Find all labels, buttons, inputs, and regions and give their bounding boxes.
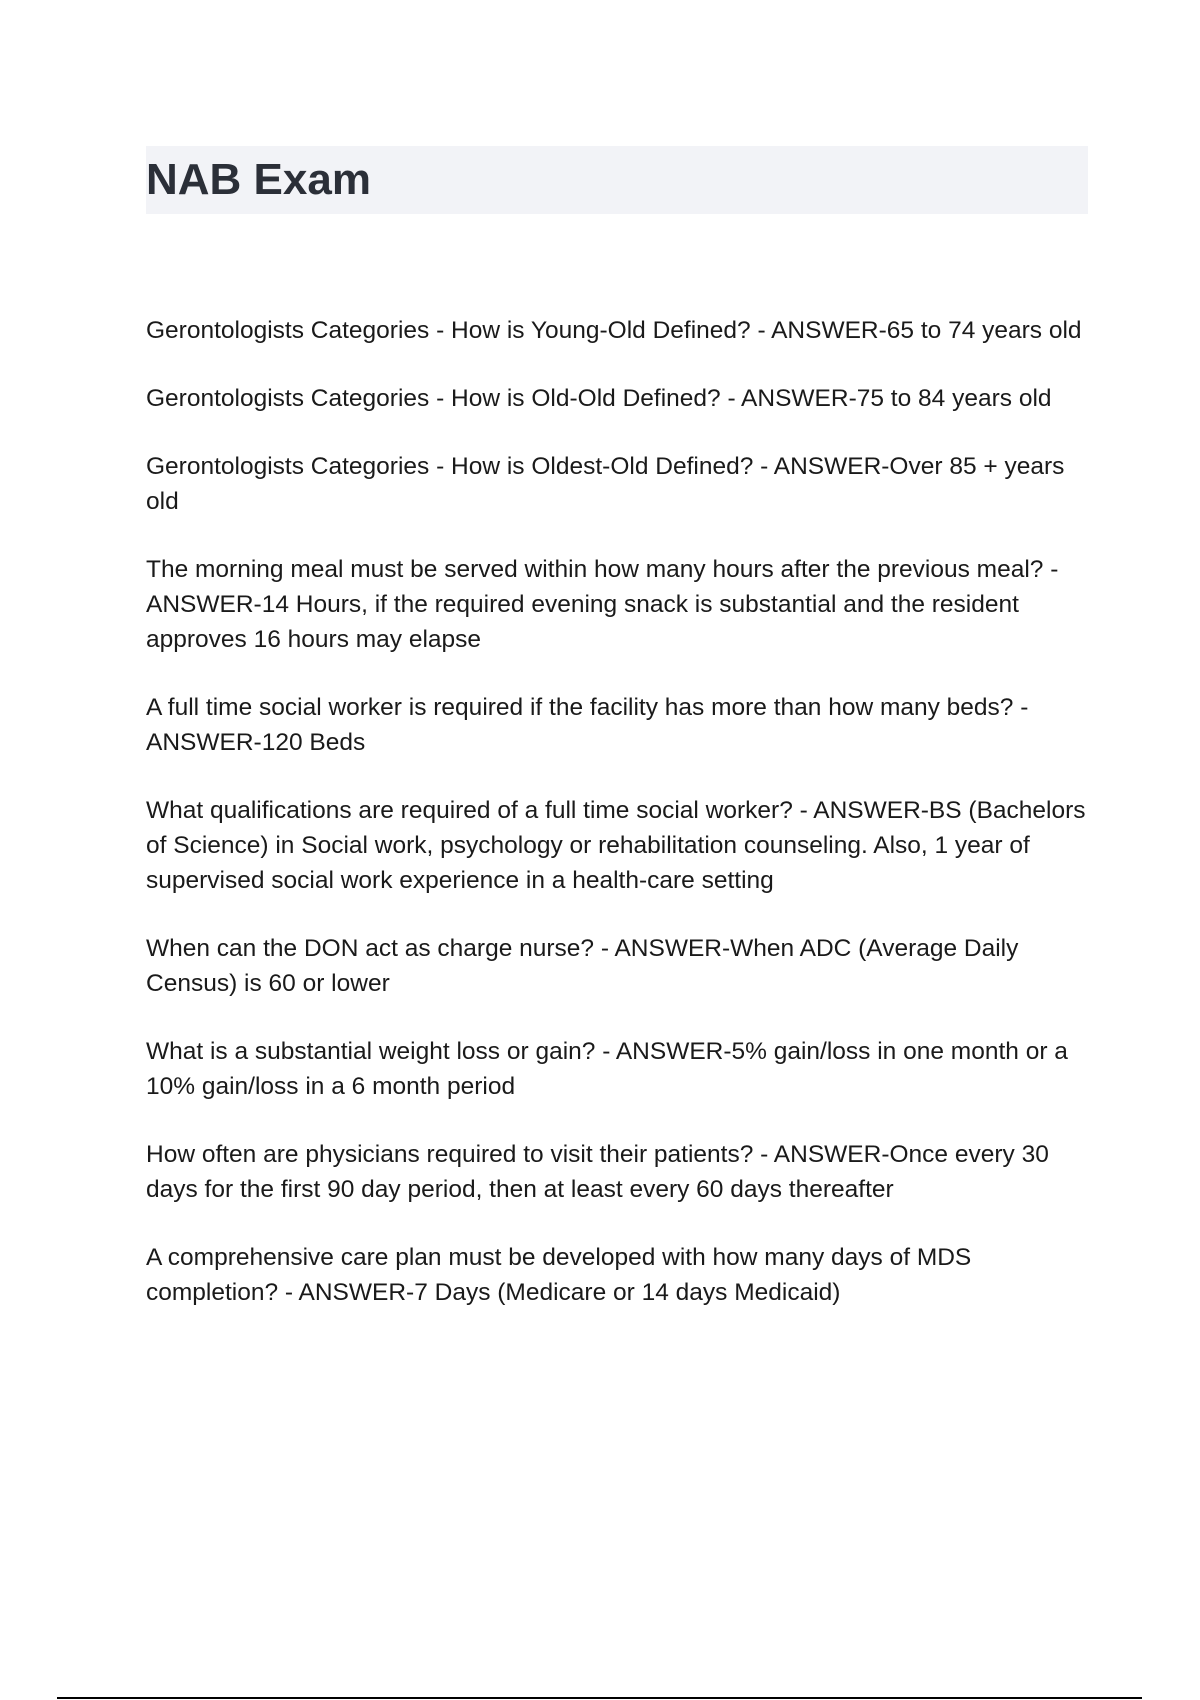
qa-item: Gerontologists Categories - How is Old-Old Defined? - ANSWER-75 to 84 years old xyxy=(146,385,1052,412)
qa-item: Gerontologists Categories - How is Oldest-Old Defined? - ANSWER-Over 85 + years old xyxy=(146,453,1065,515)
qa-item: Gerontologists Categories - How is Young-Old Defined? - ANSWER-65 to 74 years old xyxy=(146,317,1082,344)
qa-item: The morning meal must be served within how many hours after the previous meal? - ANSWER-14 Hours, if the required evening snack is substantial and the resident approves 16 hours may elapse xyxy=(146,556,1059,653)
page-title: NAB Exam xyxy=(146,155,371,204)
qa-item: What is a substantial weight loss or gain? - ANSWER-5% gain/loss in one month or a 10% gain/loss in a 6 month period xyxy=(146,1038,1068,1100)
qa-item: A full time social worker is required if the facility has more than how many beds? - ANSWER-120 Beds xyxy=(146,694,1029,756)
qa-item: A comprehensive care plan must be developed with how many days of MDS completion? - ANSWER-7 Days (Medicare or 14 days Medicaid) xyxy=(146,1244,972,1306)
footer-divider xyxy=(57,1697,1142,1699)
qa-item: How often are physicians required to visit their patients? - ANSWER-Once every 30 days for the first 90 day period, then at least every 60 days thereafter xyxy=(146,1141,1049,1203)
title-banner xyxy=(146,146,1088,214)
qa-item: What qualifications are required of a full time social worker? - ANSWER-BS (Bachelors of Science) in Social work, psychology or rehabilitation counseling. Also, 1 year of supervised social work experience in a health-care setting xyxy=(146,797,1086,894)
qa-list xyxy=(146,313,1088,1343)
qa-item: When can the DON act as charge nurse? - ANSWER-When ADC (Average Daily Census) is 60 or lower xyxy=(146,935,1019,997)
